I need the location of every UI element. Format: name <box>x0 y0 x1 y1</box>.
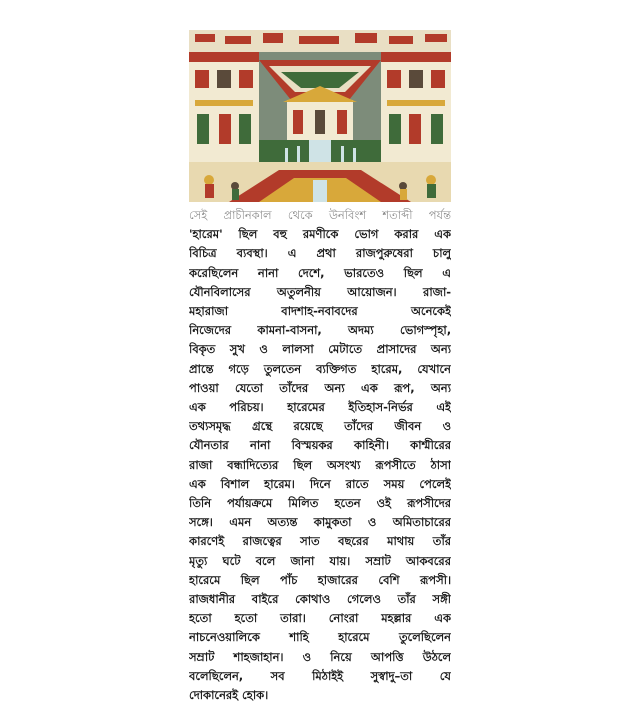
article-line: প্রান্তে গড়ে তুলতেন ব্যক্তিগত হারেম, যেখানে <box>189 361 451 376</box>
book-clipping <box>189 30 451 703</box>
article-line: হারেমে ছিল পাঁচ হাজারের বেশি রূপসী। <box>189 572 451 587</box>
article-line: বলেছিলেন, সব মিঠাইই সুস্বাদু–তা যে <box>189 668 451 683</box>
article-line: বিকৃত সুখ ও লালসা মেটাতে প্রাসাদের অন্য <box>189 342 451 357</box>
article-line: মহারাজা বাদশাহ-নবাবদের অনেকেই <box>189 304 451 319</box>
article-line: সেই প্রাচীনকাল থেকে উনবিংশ শতাব্দী পর্যন্ত <box>189 208 451 222</box>
article-line: কারণেই রাজত্বের সাত বছরের মাথায় তাঁর <box>189 534 451 549</box>
article-line: তিনি পর্যায়ক্রমে মিলিত হতেন ওই রূপসীদের <box>189 496 451 511</box>
article-line: যৌনতার নানা বিস্ময়কর কাহিনী। কাশ্মীরের <box>189 438 451 453</box>
article-line: মৃত্যু ঘটে বলে জানা যায়। সম্রাট আকবরের <box>189 553 451 568</box>
article-line: রাজা বন্ধাদিত্যের ছিল অসংখ্য রূপসীতে ঠাসা <box>189 457 451 472</box>
article-line: করেছিলেন নানা দেশে, ভারতেও ছিল এ <box>189 265 451 280</box>
article-line: যৌনবিলাসের অতুলনীয় আয়োজন। রাজা- <box>189 284 451 299</box>
article-line: হতো হতো তারা। নোংরা মহল্লার এক <box>189 611 451 626</box>
article-line: রাজধানীর বাইরে কোথাও গেলেও তাঁর সঙ্গী <box>189 592 451 607</box>
article-line: এক পরিচয়। হারেমের ইতিহাস-নির্ভর এই <box>189 400 451 415</box>
article-line: নাচনেওয়ালিকে শাহি হারেমে তুলেছিলেন <box>189 630 451 645</box>
painting-right-palace <box>381 52 451 162</box>
article-line: তথ্যসমৃদ্ধ গ্রন্থে রয়েছে তাঁদের জীবন ও <box>189 419 451 434</box>
article-line: পাওয়া যেতো তাঁদের অন্য এক রূপ, অন্য <box>189 380 451 395</box>
harem-painting-svg <box>189 30 451 202</box>
article-line: 'হারেম' ছিল বহু রমণীকে ভোগ করার এক <box>189 227 451 242</box>
article-line: সম্রাট শাহজাহান। ও নিয়ে আপত্তি উঠলে <box>189 649 451 664</box>
article-line: বিচিত্র ব্যবস্থা। এ প্রথা রাজপুরুষেরা চালু <box>189 246 451 261</box>
harem-painting <box>189 30 451 202</box>
article-line: নিজেদের কামনা-বাসনা, অদম্য ভোগস্পৃহা, <box>189 323 451 338</box>
painting-left-palace <box>189 52 259 162</box>
article-line: সঙ্গে। এমন অত্যন্ত কামুকতা ও অমিতাচারের <box>189 515 451 530</box>
article-line: এক বিশাল হারেম। দিনে রাতে সময় পেলেই <box>189 476 451 491</box>
article-line: দোকানেরই হোক। <box>189 688 269 703</box>
article-text <box>189 206 451 705</box>
